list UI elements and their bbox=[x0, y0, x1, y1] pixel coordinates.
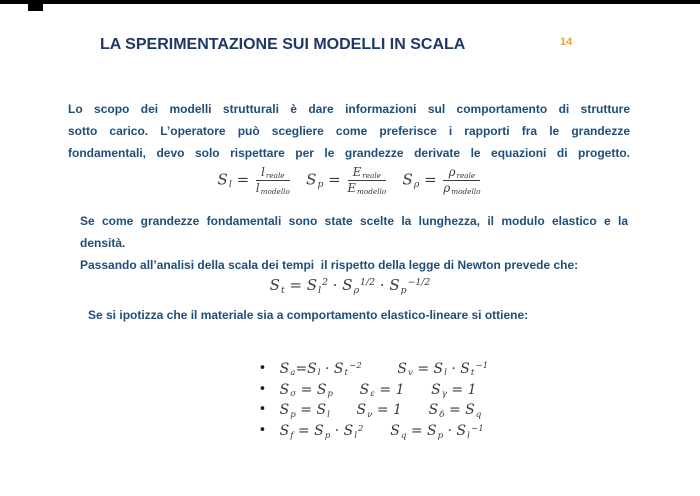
formula-scale-factors: $S_l$ = $\frac{l_{reale}}{l_{modello}}$ $S_p$ = $\frac{E_{reale}}{E_{modello}}$ $S_\rho$ = $\frac{\rho_{reale}}{\rho_{modello}}$ bbox=[217, 165, 481, 197]
paragraph-line: fondamentali, devo solo rispettare per le grandezze derivate le equazioni di progetto. bbox=[68, 146, 630, 160]
fundamental-quantities-paragraph bbox=[80, 210, 628, 276]
paragraph-line: Passando all’analisi della scala dei tempi il rispetto della legge di Newton prevede che: bbox=[80, 258, 579, 272]
slide-title: LA SPERIMENTAZIONE SUI MODELLI IN SCALA bbox=[100, 36, 466, 53]
top-left-mark bbox=[28, 0, 43, 11]
bullet-icon: • bbox=[258, 423, 267, 439]
bullet-formula: $S_\sigma = S_p$ $S_\varepsilon = 1$ $S_\gamma = 1$ bbox=[279, 381, 477, 400]
bullet-formula: $S_p = S_l$ $S_\nu = 1$ $S_\delta = S_q$ bbox=[279, 402, 482, 420]
intro-paragraph bbox=[68, 98, 630, 164]
bullet-icon: • bbox=[258, 360, 267, 376]
elastic-linear-paragraph bbox=[88, 304, 648, 326]
top-border-bar bbox=[0, 0, 700, 4]
paragraph-line: Lo scopo dei modelli strutturali è dare informazioni sul comportamento di strutture bbox=[68, 102, 630, 116]
paragraph-line: Se come grandezze fondamentali sono state scelte la lunghezza, il modulo elastico e la bbox=[80, 214, 628, 228]
bullet-list bbox=[232, 338, 489, 441]
page-number: 14 bbox=[560, 36, 573, 48]
bullet-icon: • bbox=[258, 402, 267, 418]
bullet-formula: $S_a=S_l \cdot S_t^{-2}$ $S_v = S_l \cdot S_t^{-1}$ bbox=[279, 360, 489, 379]
bullet-icon: • bbox=[258, 381, 267, 397]
paragraph-line: densità. bbox=[80, 236, 126, 250]
paragraph-line: sotto carico. L’operatore può scegliere come preferisce i rapporti fra le grandezze bbox=[68, 124, 630, 138]
paragraph-line: Se si ipotizza che il materiale sia a comportamento elastico-lineare si ottiene: bbox=[88, 308, 529, 322]
bullet-formula: $S_f = S_p \cdot S_l^2$ $S_q = S_p \cdot S_l^{-1}$ bbox=[279, 423, 484, 441]
formula-time-scale: $S_t = S_l^2 \cdot S_\rho^{1/2} \cdot S_p^{-1/2}$ bbox=[269, 276, 431, 296]
bullet-row bbox=[232, 338, 489, 379]
